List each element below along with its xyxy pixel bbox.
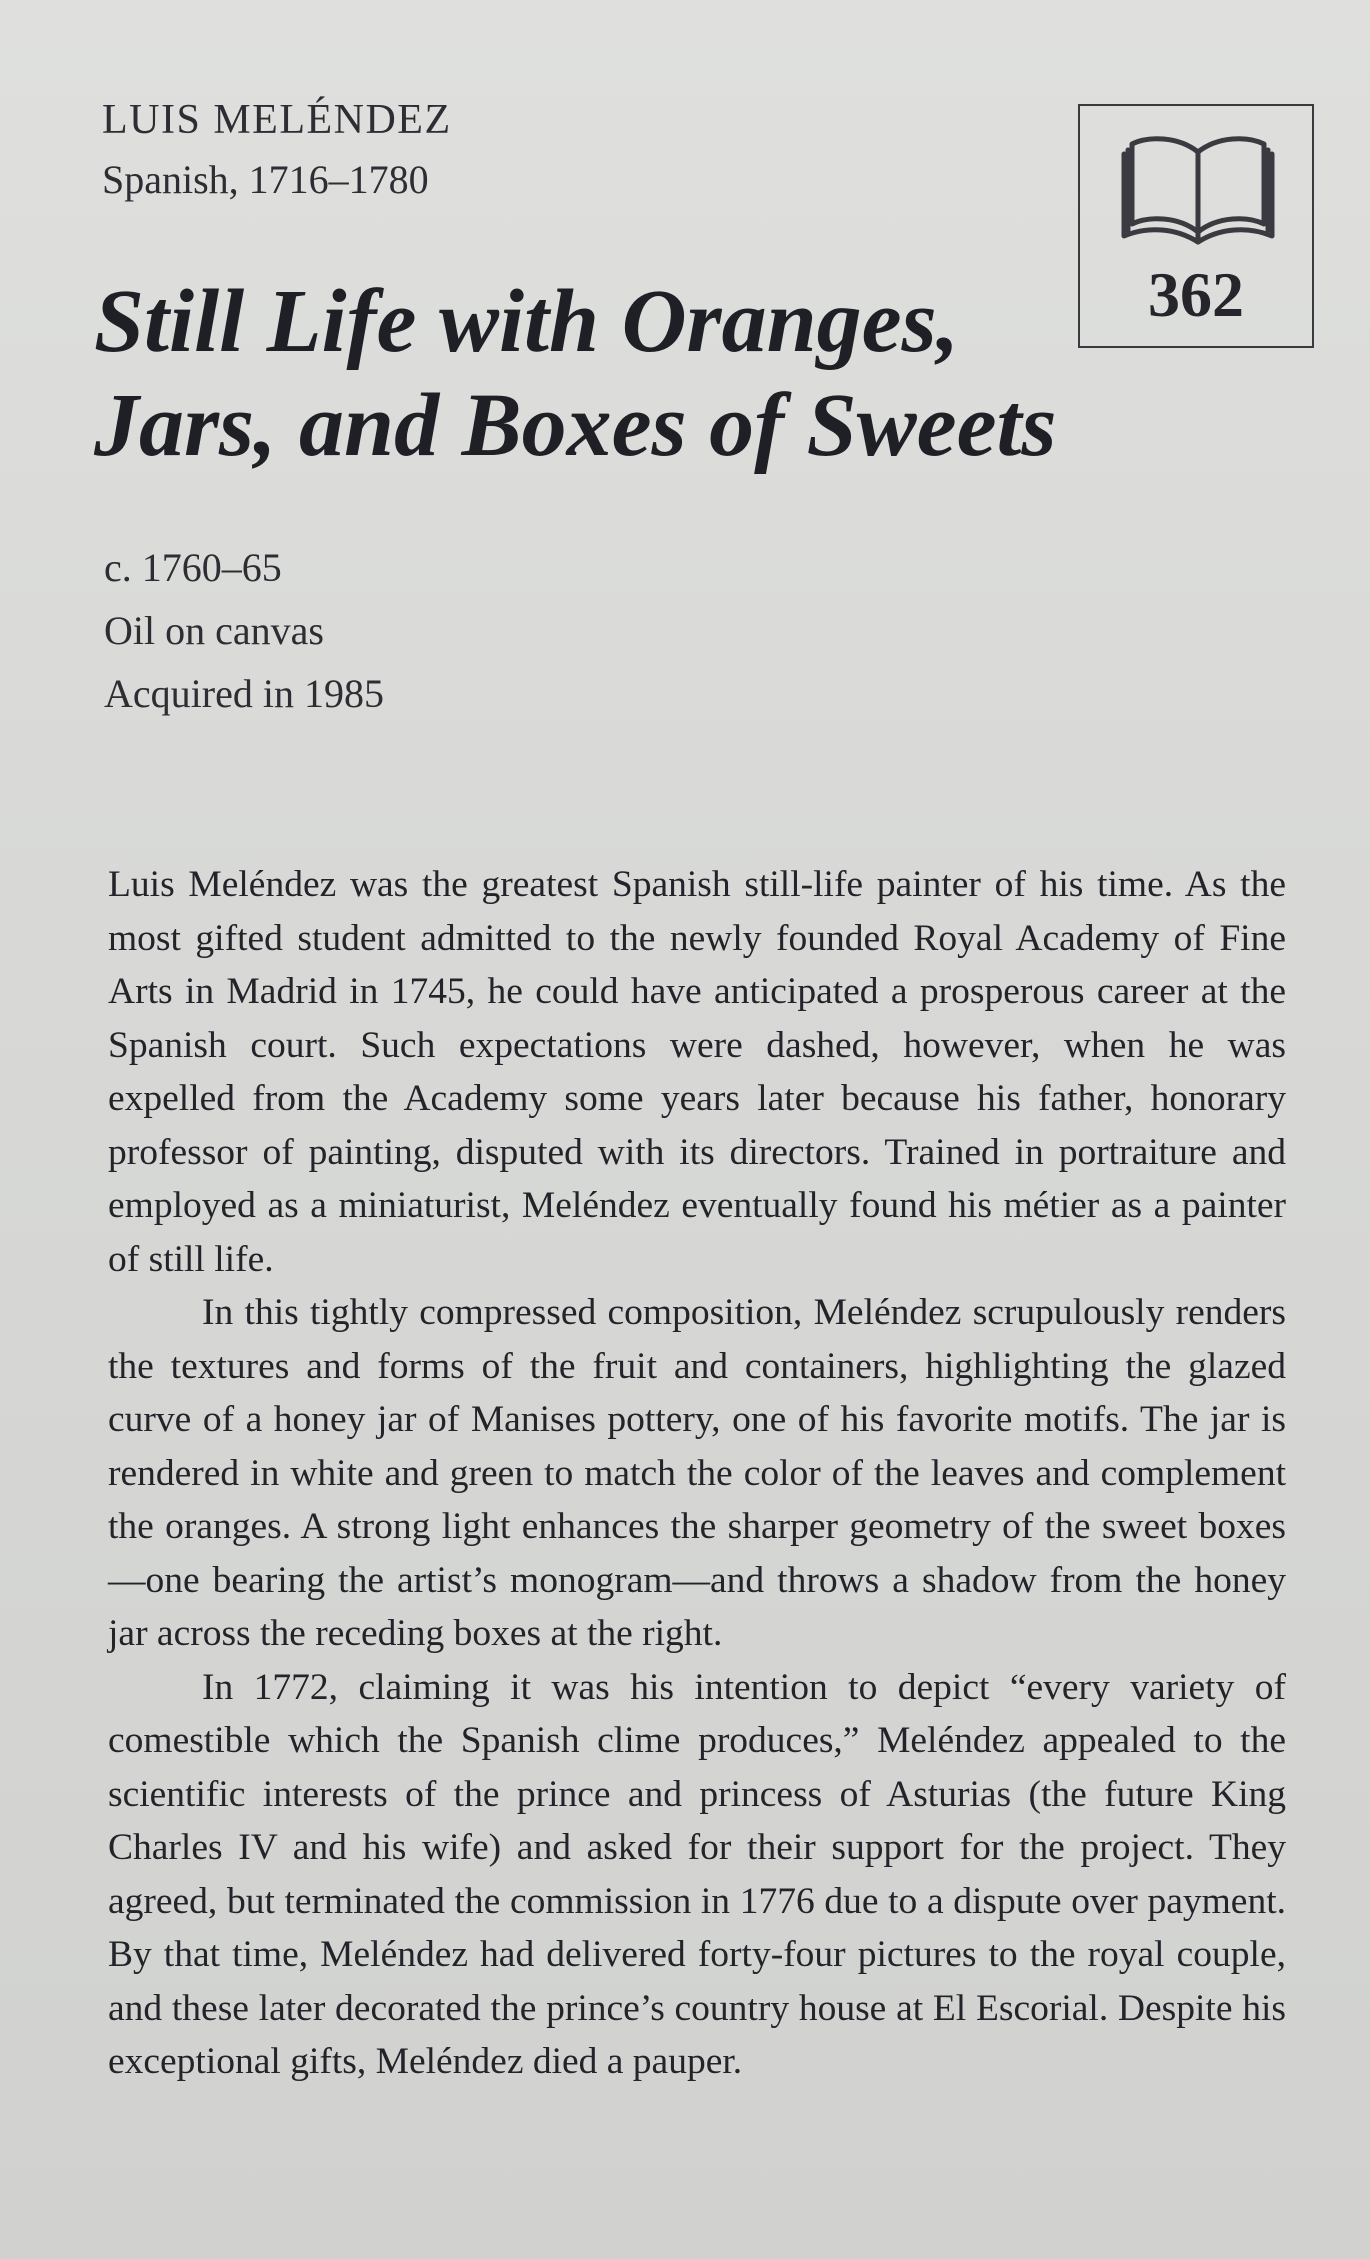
artwork-medium: Oil on canvas <box>104 608 324 653</box>
audio-stop-number: 362 <box>1148 259 1244 330</box>
audio-guide-stop-box <box>1078 104 1314 348</box>
artist-name: LUIS MELÉNDEZ <box>102 97 452 143</box>
description-text <box>108 858 1286 2089</box>
artwork-acquisition: Acquired in 1985 <box>104 671 384 716</box>
artist-nationality-dates: Spanish, 1716–1780 <box>102 157 429 202</box>
description-paragraph: In 1772, claiming it was his intention to depict “every variety of comestible which the Spanish clime produces,” Meléndez appealed to the scientific interests of the prince and princess of Asturias (the future King Charles IV and his wife) and asked for their support for the project. They agreed, but terminated the commission in 1776 due to a dispute over payment. By that time, Meléndez had delivered forty-four pictures to the royal couple, and these later decorated the prince’s country house at El Escorial. Despite his exceptional gifts, Meléndez died a pauper. <box>108 1666 1286 2082</box>
artwork-title: Still Life with Oranges, Jars, and Boxes of Sweets <box>94 272 1057 475</box>
description-paragraph: Luis Meléndez was the greatest Spanish still-life painter of his time. As the most gifted student admitted to the newly founded Royal Academy of Fine Arts in Madrid in 1745, he could have anticipated a prosperous career at the Spanish court. Such expectations were dashed, however, when he was expelled from the Academy some years later because his father, honorary professor of painting, disputed with its directors. Trained in portraiture and employed as a miniaturist, Meléndez eventually found his métier as a painter of still life. <box>108 864 1286 1280</box>
book-icon <box>1118 124 1278 254</box>
artwork-date: c. 1760–65 <box>104 545 282 590</box>
description-paragraph: In this tightly compressed composition, Meléndez scrupulously renders the textures and forms of the fruit and containers, highlighting the glazed curve of a honey jar of Manises pottery, one of his favorite motifs. The jar is rendered in white and green to match the color of the leaves and complement the oranges. A strong light enhances the sharper geometry of the sweet boxes—one bearing the artist’s monogram—and throws a shadow from the honey jar across the receding boxes at the right. <box>108 1292 1286 1654</box>
artwork-details <box>104 536 384 725</box>
